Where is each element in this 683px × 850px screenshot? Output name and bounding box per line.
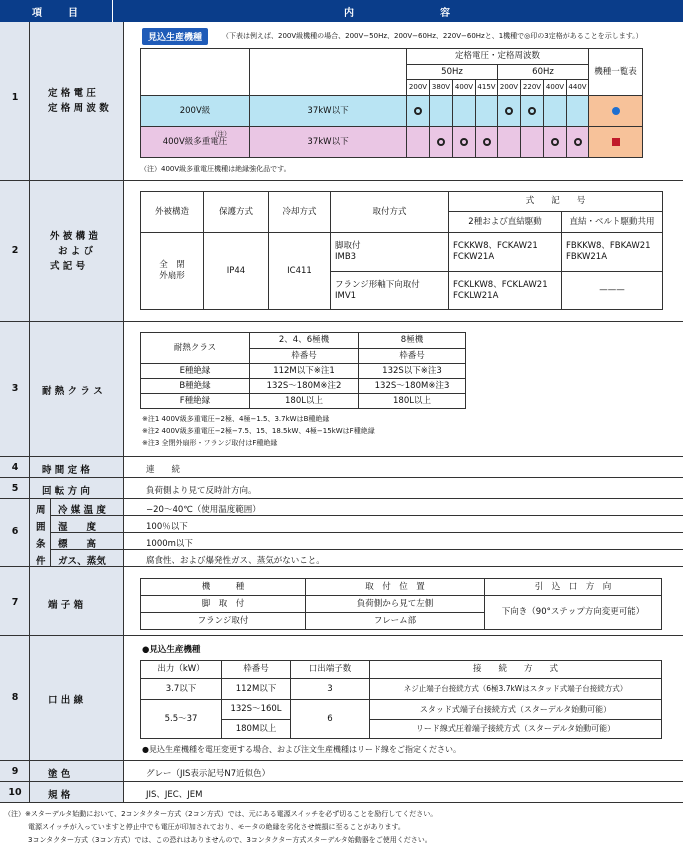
row-number: 5 [11, 483, 19, 494]
row-200v-label: 200V級 [140, 95, 250, 127]
table-cell: 132S以下※注3 [358, 363, 466, 379]
footer-note: 3コンタクター方式（3コン方式）では、この恐れはありませんので、3コンタクター方式スターデルタ始動器をご使用ください。 [28, 836, 432, 844]
table-header: 枠番号 [221, 660, 291, 679]
row-label: お よ び [58, 246, 94, 257]
hz60-head: 60Hz [497, 64, 589, 80]
table-cell [249, 48, 407, 96]
row-side-char: 条 [36, 539, 46, 550]
row-label: 口 出 線 [48, 695, 84, 706]
footnote: ※注3 全閉外扇形・フランジ取付はF種絶縁 [142, 439, 278, 447]
table-cell: スタッド式端子台接続方式（スターデルタ始動可能） [369, 699, 662, 720]
table-cell: ——— [561, 271, 663, 310]
rating-mark-cell [475, 126, 498, 158]
row-label: 外 被 構 造 [50, 231, 98, 242]
rating-mark-cell [429, 126, 453, 158]
table-cell: 脚取付 IMB3 [330, 232, 449, 272]
red-square-icon [612, 138, 620, 146]
volt-head: 415V [475, 79, 498, 96]
table-header: 枠番号 [358, 348, 466, 364]
rating-mark-cell [475, 95, 498, 127]
table-header: 2、4、6極機 [249, 332, 359, 349]
table-cell: B種絶縁 [140, 378, 250, 394]
rating-mark-cell [520, 95, 544, 127]
header-item: 項 目 [0, 0, 112, 22]
row-label: 定 格 周 波 数 [48, 103, 109, 114]
sub-label: 冷 媒 温 度 [58, 505, 106, 516]
table-header: 枠番号 [249, 348, 359, 364]
row-number: 3 [11, 383, 19, 394]
table-cell: 112M以下 [221, 678, 291, 700]
rating-mark-cell [566, 95, 589, 127]
double-circle-icon [505, 107, 513, 115]
sub-label: ガス、蒸気 [58, 556, 106, 567]
model-list-mark [588, 126, 643, 158]
table-header: 保護方式 [203, 191, 269, 233]
row-number: 10 [8, 787, 22, 798]
table-cell: 132S〜180M※注3 [358, 378, 466, 394]
row-200v-power: 37kW以下 [249, 95, 407, 127]
rating-mark-cell [497, 95, 521, 127]
table-header: 取付方式 [330, 191, 449, 233]
table-header: 取 付 位 置 [305, 578, 485, 596]
row-number: 2 [11, 245, 19, 256]
double-circle-icon [460, 138, 468, 146]
table-cell: IP44 [203, 232, 269, 310]
sub-label: 標 高 [58, 539, 97, 550]
footnote: ※注1 400V級多重電圧−2極、4極−1.5、3.7kWはB種絶縁 [142, 415, 330, 423]
row-400v-text: 400V級多重電圧 [162, 136, 228, 147]
table-cell: 112M以下※注1 [249, 363, 359, 379]
row-value: JIS、JEC、JEM [146, 790, 203, 800]
double-circle-icon [483, 138, 491, 146]
row-value: 1000m以下 [146, 539, 193, 549]
row-side-char: 件 [36, 556, 46, 567]
table-cell: 3.7以下 [140, 678, 222, 700]
stock-model-badge: 見込生産機種 [142, 28, 208, 45]
table-cell: 180L以上 [358, 393, 466, 409]
row-400v-note-mark: （注） [211, 130, 231, 138]
table-cell: 132S〜160L [221, 699, 291, 720]
table-header: 外被構造 [140, 191, 204, 233]
table-header: 機 種 [140, 578, 306, 596]
row-number: 9 [11, 766, 19, 777]
table-cell: IC411 [268, 232, 331, 310]
row-value: 腐食性、および爆発性ガス、蒸気がないこと。 [146, 556, 325, 566]
table-cell: 脚 取 付 [140, 595, 306, 613]
table-cell: FBKKW8、FBKAW21 FBKW21A [561, 232, 663, 272]
table-cell: フレーム部 [305, 612, 485, 630]
rating-mark-cell [452, 126, 476, 158]
row-value: −20〜40℃（使用温度範囲） [146, 505, 261, 515]
table-header: 式 記 号 [448, 191, 663, 212]
row-value: 負荷側より見て反時計方向。 [146, 486, 257, 496]
model-list-mark [588, 95, 643, 127]
table-cell: 下向き（90°ステップ方向変更可能） [484, 595, 662, 630]
row-label: 耐 熱 ク ラ ス [42, 386, 103, 397]
volt-head: 440V [566, 79, 589, 96]
row-label: 回 転 方 向 [42, 486, 90, 497]
row-400v-power: 37kW以下 [249, 126, 407, 158]
rating-mark-cell [497, 126, 521, 158]
row-number: 8 [11, 692, 19, 703]
blue-dot-icon [612, 107, 620, 115]
content-panel [124, 782, 683, 802]
header-content: 内 容 [113, 0, 683, 22]
table-cell: フランジ取付 [140, 612, 306, 630]
row-label: 定 格 電 圧 [48, 88, 96, 99]
table-header: 口出端子数 [290, 660, 370, 679]
footnote: ※注2 400V級多重電圧−2極−7.5、15、18.5kW、4極−15kWはF種絶縁 [142, 427, 375, 435]
double-circle-icon [574, 138, 582, 146]
table-cell: 180L以上 [249, 393, 359, 409]
table-cell: 6 [290, 699, 370, 739]
sub-label: 湿 度 [58, 522, 97, 533]
table-header: 2種および直結駆動 [448, 211, 562, 233]
row-label: 式 記 号 [50, 261, 86, 272]
row-label: 時 間 定 格 [42, 465, 90, 476]
table-cell: FCKKW8、FCKAW21 FCKW21A [448, 232, 562, 272]
table-cell: 5.5〜37 [140, 699, 222, 739]
row-side-char: 囲 [36, 522, 46, 533]
double-circle-icon [551, 138, 559, 146]
table-header: 出力（kW） [140, 660, 222, 679]
table-header: 冷却方式 [268, 191, 331, 233]
footer-note: 電源スイッチが入っていますと停止中でも電圧が印加されており、モータの絶縁を劣化させ焼損に至ることがあります。 [28, 823, 405, 831]
row-number: 7 [11, 597, 19, 608]
double-circle-icon [414, 107, 422, 115]
table-header: 直結・ベルト駆動共用 [561, 211, 663, 233]
rating-mark-cell [520, 126, 544, 158]
rating-mark-cell [406, 126, 430, 158]
table-cell: 132S〜180M※注2 [249, 378, 359, 394]
table-cell [140, 48, 250, 96]
table-cell: フランジ形軸下向取付 IMV1 [330, 271, 449, 310]
row-value: 100％以下 [146, 522, 188, 532]
volt-head: 380V [429, 79, 453, 96]
row-label: 塗 色 [48, 769, 71, 780]
row-400v-label [140, 126, 250, 158]
row-value: グレー（JIS表示記号N7近似色） [146, 769, 271, 779]
footer-note: （注）※スターデルタ始動において、2コンタクター方式（2コン方式）では、元にある電源スイッチを必ず切ることを励行してください。 [4, 810, 438, 818]
table-header: 引 込 口 方 向 [484, 578, 662, 596]
table-cell: 全 閉 外扇形 [140, 232, 204, 310]
volt-head: 220V [520, 79, 544, 96]
row-label: 規 格 [48, 790, 71, 801]
table-header: 8極機 [358, 332, 466, 349]
volt-head: 400V [543, 79, 567, 96]
row-number: 1 [11, 92, 19, 103]
rating-head: 定格電圧・定格周波数 [406, 48, 589, 65]
section-note: （下表は例えば、200V級機種の場合、200V−50Hz、200V−60Hz、220V−60Hzと、1機種で◎印の3定格があることを示します。） [222, 32, 643, 40]
table-cell: FCKLKW8、FCKLAW21 FCKLW21A [448, 271, 562, 310]
section-note: ●見込生産機種を電圧変更する場合、および注文生産機種はリード線をご指定ください。 [142, 745, 461, 754]
volt-head: 400V [452, 79, 476, 96]
double-circle-icon [528, 107, 536, 115]
rating-mark-cell [566, 126, 589, 158]
rating-mark-cell [543, 126, 567, 158]
table-cell: ネジ止端子台接続方式（6極3.7kWはスタッド式端子台接続方式） [369, 678, 662, 700]
volt-head: 200V [406, 79, 430, 96]
rating-mark-cell [543, 95, 567, 127]
row-number: 6 [11, 526, 19, 537]
hz50-head: 50Hz [406, 64, 498, 80]
volt-head: 200V [497, 79, 521, 96]
table-cell: 3 [290, 678, 370, 700]
content-panel [124, 457, 683, 477]
table-header: 耐熱クラス [140, 332, 250, 364]
row-side-char: 周 [36, 505, 46, 516]
footnote: （注）400V級多重電圧機種は絶縁強化品です。 [140, 165, 291, 173]
row-number: 4 [11, 462, 19, 473]
table-cell: 180M以上 [221, 719, 291, 739]
section-title: ●見込生産機種 [142, 645, 201, 655]
row-label: 端 子 箱 [48, 600, 84, 611]
rating-mark-cell [429, 95, 453, 127]
rating-mark-cell [452, 95, 476, 127]
double-circle-icon [437, 138, 445, 146]
row-value: 連 続 [146, 465, 181, 475]
table-cell: E種絶縁 [140, 363, 250, 379]
table-cell: F種絶縁 [140, 393, 250, 409]
rating-mark-cell [406, 95, 430, 127]
model-list-head: 機種一覧表 [588, 48, 643, 96]
table-cell: 負荷側から見て左側 [305, 595, 485, 613]
table-header: 接 続 方 式 [369, 660, 662, 679]
table-cell: リード線式圧着端子接続方式（スターデルタ始動可能） [369, 719, 662, 739]
